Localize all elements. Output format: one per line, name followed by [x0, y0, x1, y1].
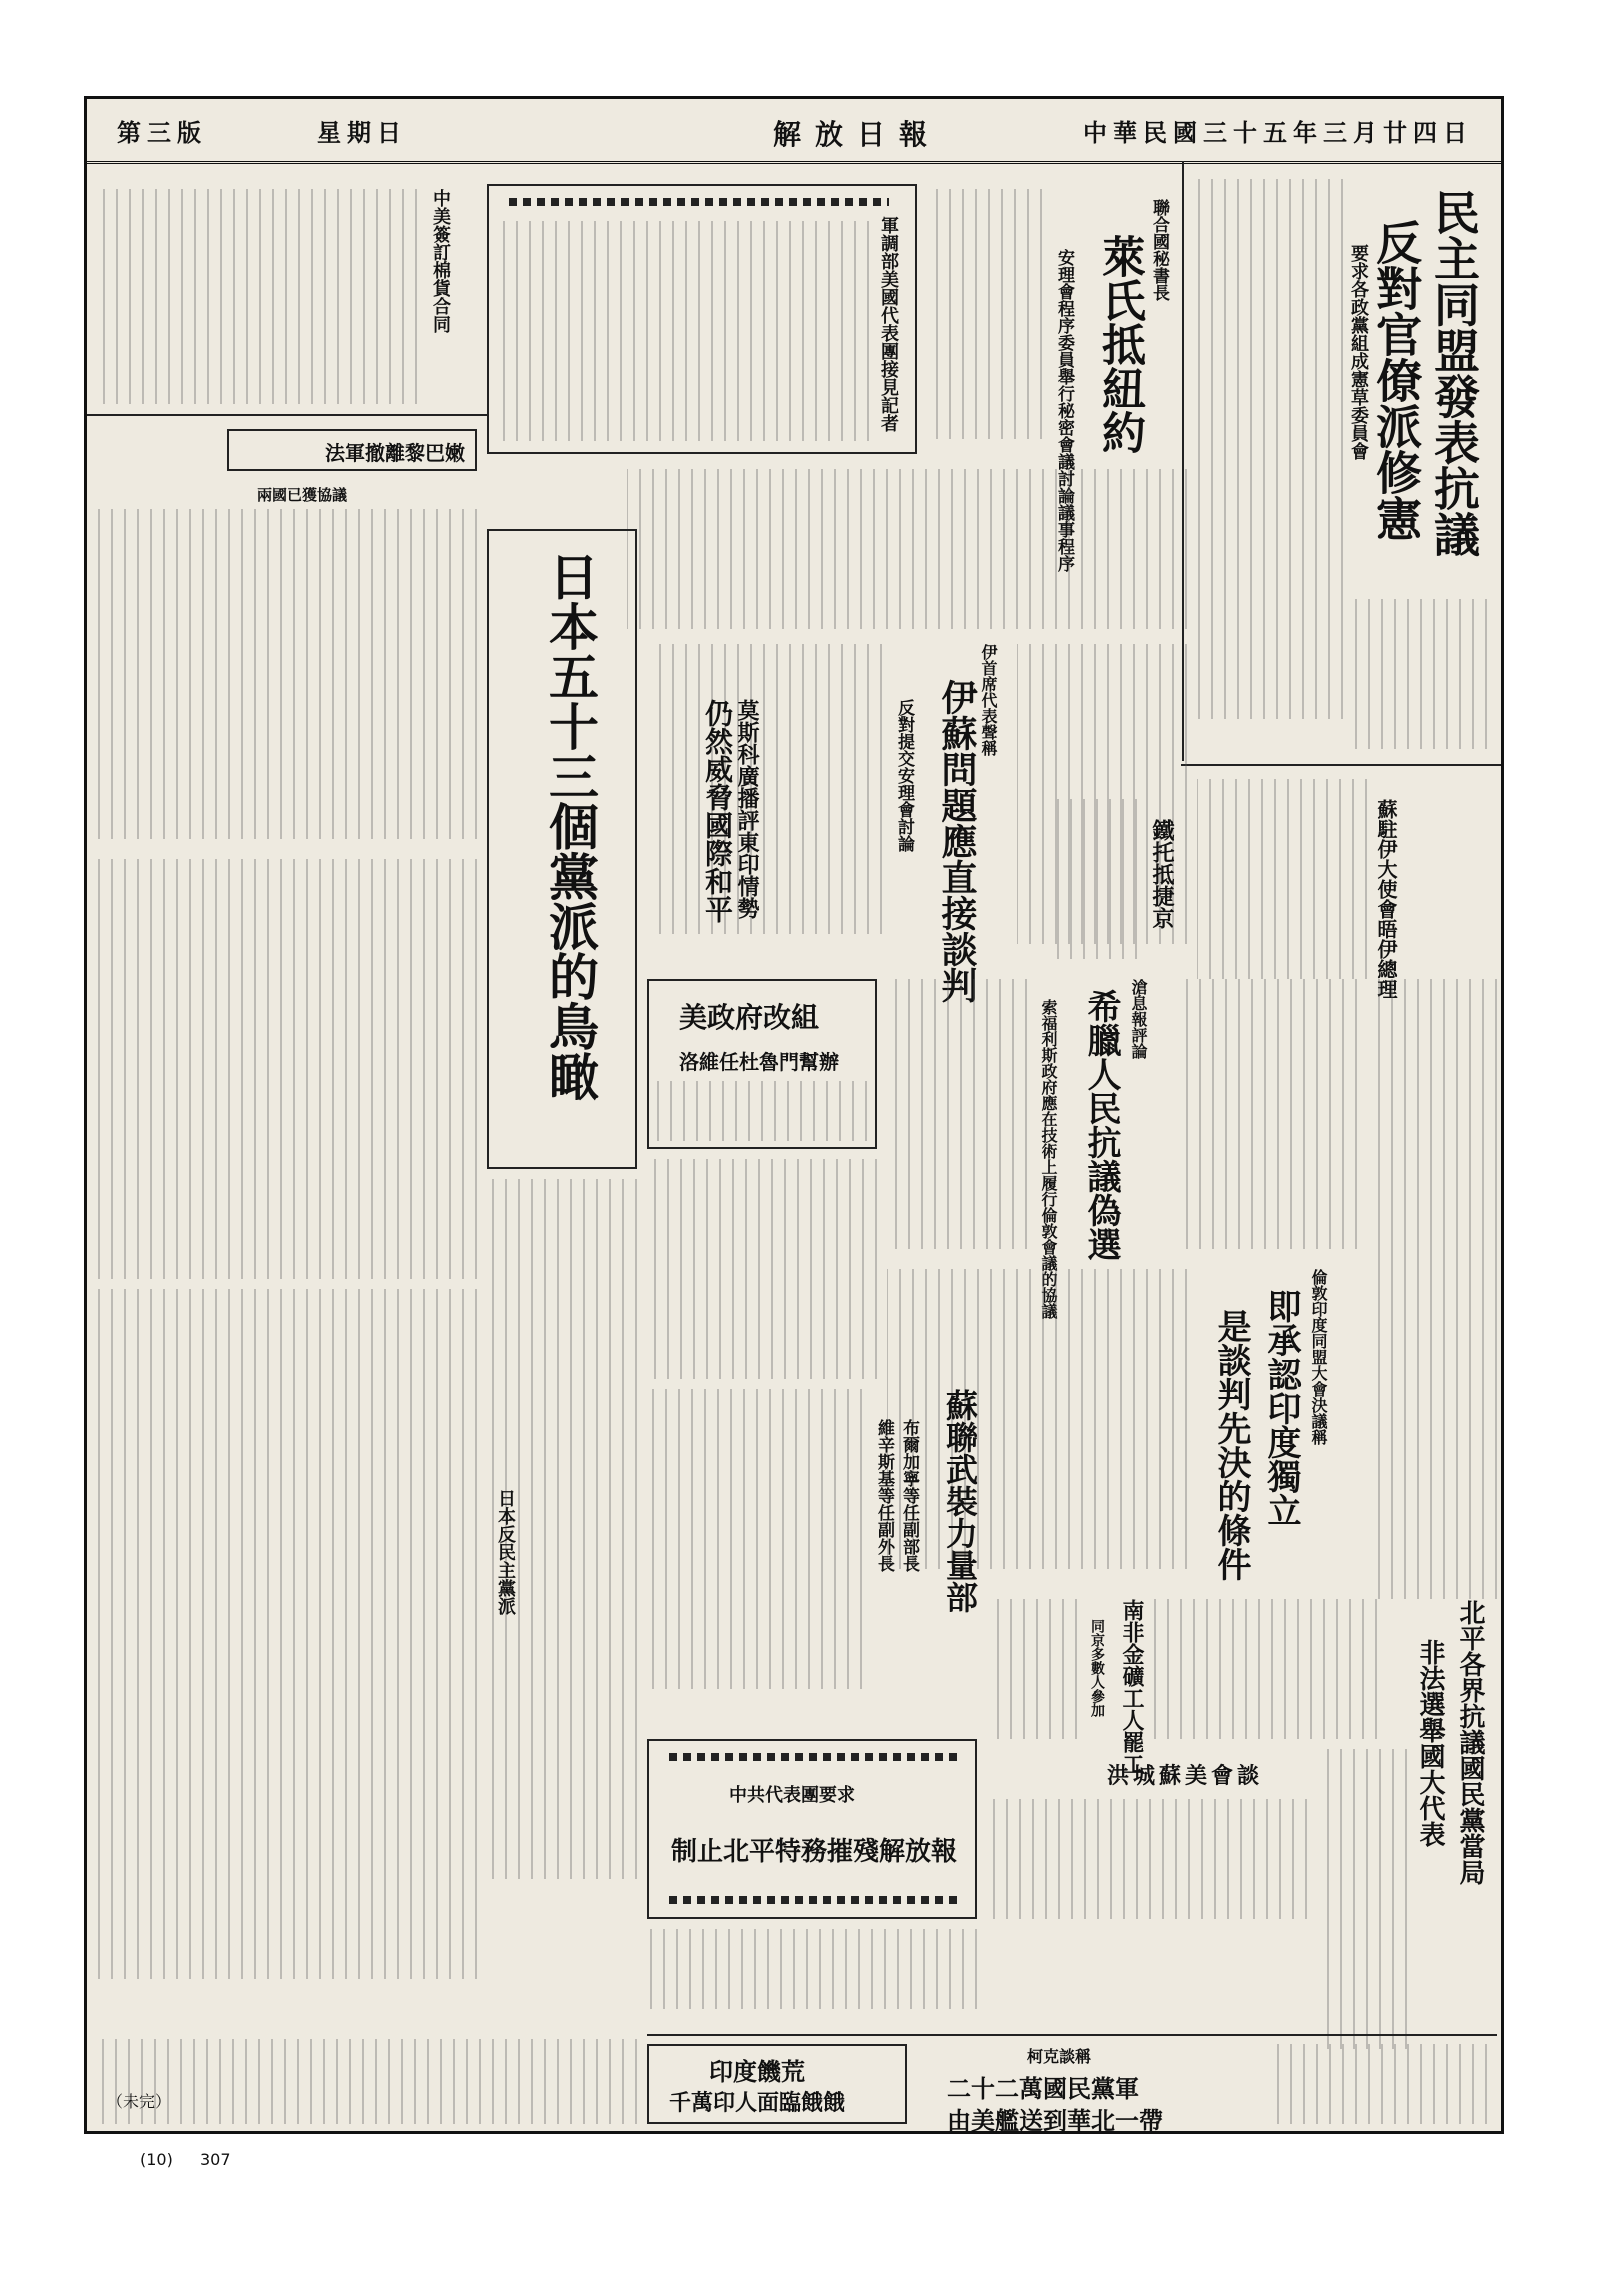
- headline-south-africa: 南非金礦工人罷工: [1119, 1599, 1145, 1775]
- kicker-lai: 聯合國秘書長: [1149, 199, 1169, 301]
- subhead-democratic-league: 要求各政黨組成憲草委員會: [1348, 244, 1369, 460]
- kicker-ke: 柯克談稱: [1027, 2047, 1092, 2066]
- article-sino-us-cotton: [97, 189, 417, 404]
- headline-japan-parties: 日本五十三個黨派的鳥瞰: [541, 551, 600, 1101]
- box-japan-parties-title: [487, 529, 637, 1169]
- date-line: 中華民國三十五年三月廿四日: [1083, 118, 1473, 147]
- weekday: 星期日: [317, 118, 407, 147]
- headline-banner: 制止北平特務摧殘解放報: [671, 1837, 958, 1867]
- article-tito: [1047, 799, 1137, 959]
- article-south-africa: [987, 1599, 1077, 1739]
- subhead-japan-anti-democratic: 日本反民主黨派: [495, 1489, 516, 1615]
- headline-sino-us-cotton: 中美簽訂棉貨合同: [430, 189, 451, 333]
- end-mark: （未完）: [107, 2092, 172, 2111]
- decorative-border: [509, 198, 889, 206]
- article-greece-2: [1177, 979, 1357, 1249]
- kicker-india: 倫敦印度同盟大會決議稱: [1309, 1269, 1328, 1445]
- headline-india-famine-2: 千萬印人面臨餓餓: [669, 2090, 846, 2116]
- page-number: 第三版: [117, 118, 207, 147]
- article-iran: [652, 644, 882, 934]
- footer-left: (10): [140, 2150, 173, 2169]
- article-democratic-league-2: [1347, 599, 1487, 749]
- article-soviet-ambassador: [1197, 779, 1367, 979]
- article-us-delegation: [499, 221, 869, 441]
- article-japan-parties-2: [97, 1289, 477, 1979]
- article-lai-2: [627, 469, 1187, 629]
- headline-peiping-2: 非法選舉國大代表: [1415, 1639, 1445, 1847]
- article-right-column: [1367, 979, 1497, 1599]
- box-india-famine: [647, 2044, 907, 2124]
- headline-ke: 二十二萬國民黨軍: [947, 2074, 1139, 2103]
- box-withdrawal-title: [227, 429, 477, 471]
- headline-india: 即承認印度獨立: [1261, 1289, 1301, 1527]
- article-greece: [887, 979, 1027, 1249]
- headline-moscow: 莫斯科廣播評東印情勢: [734, 699, 760, 919]
- article-lai: [932, 189, 1042, 439]
- article-bottom-left: [97, 2039, 637, 2124]
- divider: [1181, 764, 1501, 766]
- subhead-soviet-armed-forces-2: 維辛斯基等任副外長: [874, 1419, 894, 1572]
- divider: [647, 2034, 1497, 2036]
- paper-name: 解放日報: [772, 118, 941, 151]
- article-french-withdrawal: [97, 509, 477, 839]
- headline-french-withdrawal: 法軍撤離黎巴嫩: [325, 441, 465, 465]
- article-india: [887, 1269, 1187, 1569]
- newspaper-page: [84, 96, 1504, 2134]
- divider: [87, 414, 487, 416]
- subhead-lai: 安理會程序委員舉行秘密會議討論議事程序: [1054, 249, 1074, 572]
- headline-iran: 伊蘇問題應直接談判: [936, 679, 978, 1003]
- headline-soviet-ambassador: 蘇駐伊大使會晤伊總理: [1374, 799, 1398, 999]
- subhead-soviet-armed-forces: 布爾加寧等任副部長: [899, 1419, 919, 1572]
- headline-greece: 希臘人民抗議偽選: [1081, 989, 1121, 1261]
- headline-oppose-revision: 反對官僚派修憲: [1369, 219, 1423, 541]
- headline-soviet-armed-forces: 蘇聯武裝力量部: [941, 1389, 979, 1613]
- kicker-greece: 滄息報評論: [1129, 979, 1148, 1059]
- box-banner: [647, 1739, 977, 1919]
- headline-peiping: 北平各界抗議國民黨當局: [1455, 1599, 1485, 1885]
- headline-democratic-league: 民主同盟發表抗議: [1427, 189, 1481, 557]
- headline-hong-kong-talks: 洪城蘇美會談: [1107, 1763, 1264, 1789]
- article-hong-kong-talks: [987, 1799, 1307, 1919]
- article-south-africa-2: [1147, 1599, 1377, 1739]
- subhead-french-withdrawal: 兩國已獲協議: [257, 486, 348, 504]
- article-japan-parties: [97, 859, 477, 1279]
- decorative-border: [669, 1753, 959, 1761]
- decorative-border: [669, 1896, 959, 1904]
- box-us-delegation: [487, 184, 917, 454]
- masthead: [87, 99, 1501, 164]
- headline-lai: 萊氏抵紐約: [1094, 234, 1145, 454]
- headline-tito: 鐵托抵捷京: [1149, 819, 1175, 929]
- article-democratic-league: [1193, 179, 1343, 719]
- headline-moscow-2: 仍然威脅國際和平: [701, 699, 734, 923]
- subhead-iran: 反對提交安理會討論: [894, 699, 914, 852]
- subhead-greece: 索福利斯政府應在技術上履行倫敦會議的協議: [1039, 999, 1058, 1319]
- kicker-iran: 伊首席代表聲稱: [979, 644, 998, 756]
- article-banner: [647, 1929, 977, 2009]
- headline-india-famine: 印度饑荒: [709, 2057, 805, 2086]
- headline-ke-2: 由美艦送到華北一帶: [947, 2106, 1163, 2135]
- article-us-government: [657, 1081, 867, 1141]
- headline-india-2: 是談判先決的條件: [1211, 1309, 1251, 1581]
- article-peiping: [1317, 1749, 1407, 2049]
- article-ke: [1267, 2044, 1487, 2124]
- subhead-us-government: 洛維任杜魯門幫辦: [679, 1050, 839, 1074]
- box-us-government: [647, 979, 877, 1149]
- article-us-government-2: [647, 1159, 877, 1379]
- headline-us-government: 美政府改組: [679, 1001, 820, 1034]
- footer-right: 307: [200, 2150, 231, 2169]
- subhead-south-africa: 同京多數人參加: [1089, 1619, 1105, 1717]
- headline-us-delegation: 軍調部美國代表團接見記者: [878, 216, 899, 432]
- kicker-banner: 中共代表團要求: [729, 1785, 855, 1806]
- article-soviet-armed-forces: [652, 1389, 862, 1689]
